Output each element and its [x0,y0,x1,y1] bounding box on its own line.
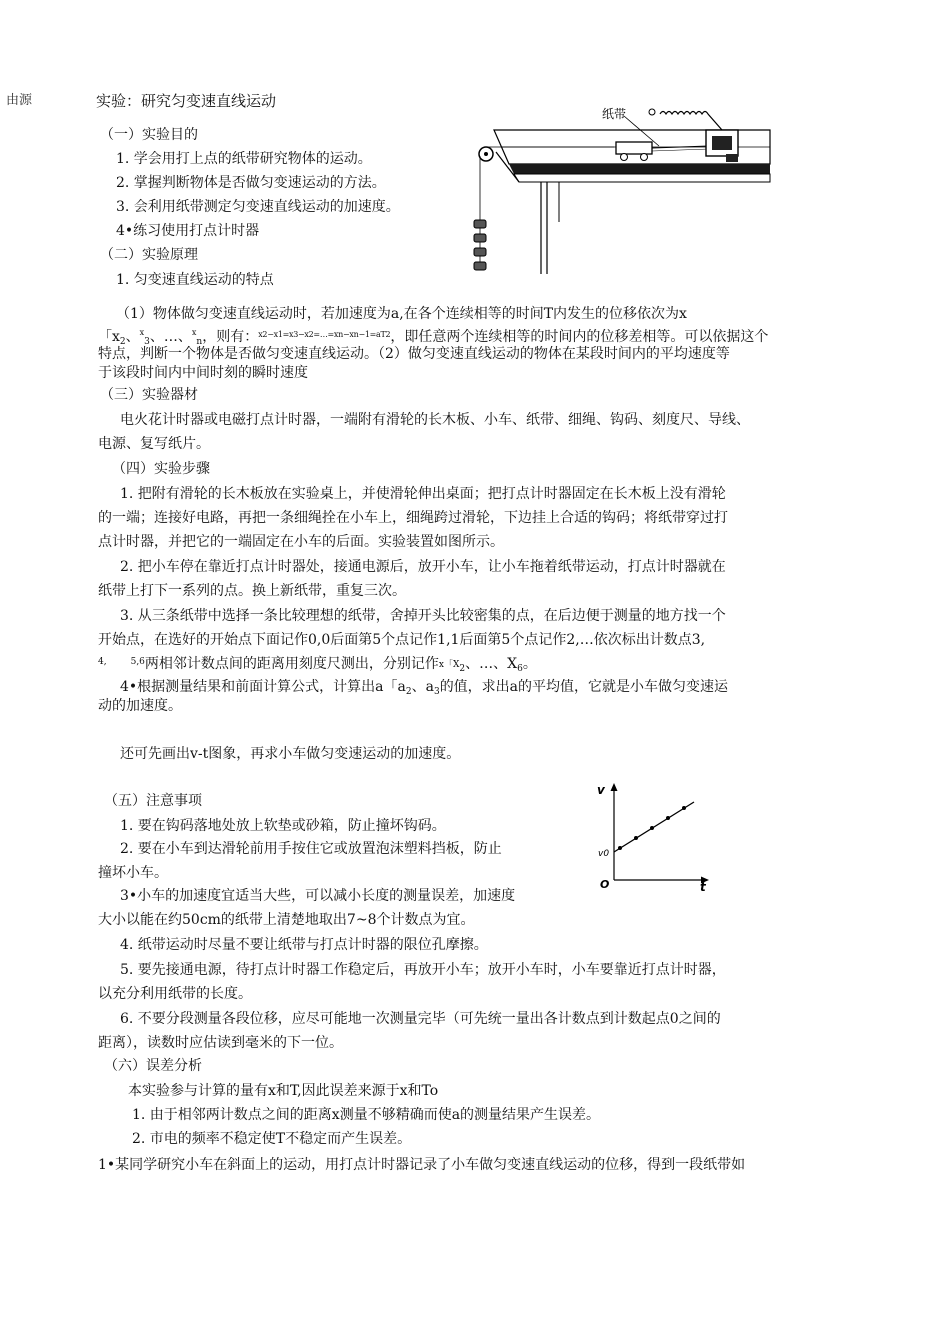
x-axis-label: t [700,880,706,892]
objective-item: 3. 会利用纸带测定匀变速直线运动的加速度。 [116,199,400,215]
note-line: 4. 纸带运动时尽量不要让纸带与打点计时器的限位孔摩擦。 [120,937,488,953]
equipment-line: 电火花计时器或电磁打点计时器，一端附有滑轮的长木板、小车、纸带、细绳、钩码、刻度尺、导线、 [120,412,750,428]
error-item: 1. 由于相邻两计数点之间的距离x测量不够精确而使a的测量结果产生误差。 [132,1107,601,1123]
weight [474,220,486,228]
step-extra: 还可先画出v-t图象，再求小车做匀变速运动的加速度。 [120,746,461,762]
y-axis-label: v [597,783,605,797]
step-line: 纸带上打下一系列的点。换上新纸带，重复三次。 [98,583,406,599]
note-line: 距离），读数时应估读到毫米的下一位。 [98,1035,343,1051]
question-line: 1•某同学研究小车在斜面上的运动，用打点计时器记录了小车做匀变速直线运动的位移，得到一段纸带如 [98,1157,746,1173]
origin-label: O [600,878,610,891]
vt-graph [594,780,712,892]
note-line: 大小以能在约50cm的纸带上清楚地取出7~8个计数点为宜。 [98,912,475,928]
step-line: 1. 把附有滑轮的长木板放在实验桌上，并使滑轮伸出桌面；把打点计时器固定在长木板上没有滑轮 [120,486,726,502]
step-line: 4•根据测量结果和前面计算公式，计算出a「$a_2$、$a_3$的值，求出a的平均值，它就是小车做匀变速运 [120,679,729,697]
section-4-heading: （四）实验步骤 [112,461,210,477]
weight [474,262,486,270]
principle-line: 特点，判断一个物体是否做匀变速直线运动。（2）做匀变速直线运动的物体在某段时间内的平均速度等 [98,346,730,362]
section-1-heading: （一）实验目的 [100,127,198,143]
step-line: 的一端；连接好电路，再把一条细绳拴在小车上，细绳跨过滑轮，下边挂上合适的钩码；将纸带穿过打 [98,510,728,526]
principle-line: 「$x_2$、$^x_3$、…、$^x_n$，则有：$^{x2-x1=x3-x2=\dots=xn-xn-1=aT2}$，即任意两个连续相等的时间内的位移差相等。可以依据这个 [98,328,769,347]
error-item: 2. 市电的频率不稳定使T不稳定而产生误差。 [132,1131,412,1147]
section-2-heading: （二）实验原理 [100,247,198,263]
step-line: 点计时器，并把它的一端固定在小车的后面。实验装置如图所示。 [98,534,504,550]
equipment-line: 电源、复写纸片。 [98,436,210,452]
error-intro: 本实验参与计算的量有x和T,因此误差来源于x和To [128,1083,439,1099]
apparatus-figure [464,102,776,274]
note-line: 1. 要在钩码落地处放上软垫或砂箱，防止撞坏钩码。 [120,818,446,834]
objective-item: 1. 学会用打上点的纸带研究物体的运动。 [116,151,372,167]
objective-item: 4•练习使用打点计时器 [116,223,260,239]
note-line: 以充分利用纸带的长度。 [98,986,252,1002]
section-5-heading: （五）注意事项 [104,793,202,809]
principle-line: （1）物体做匀变速直线运动时，若加速度为a,在各个连续相等的时间T内发生的位移依次为x [116,306,687,322]
power-cord [660,112,722,131]
principle-line: 于该段时间内中间时刻的瞬时速度 [98,365,308,381]
displacement-formula: x2−x1=x3−x2=…=xn−xn−1=aT2 [258,330,391,339]
intercept-label: v0 [598,849,610,859]
note-line: 3•小车的加速度宜适当大些，可以减小长度的测量误差，加速度 [120,888,516,904]
page-title: 实验：研究匀变速直线运动 [96,92,277,110]
vt-line [614,802,694,852]
objective-item: 2. 掌握判断物体是否做匀变速运动的方法。 [116,175,386,191]
step-line: 开始点，在选好的开始点下面记作0,0后面第5个点记作1,1后面第5个点记作2,…依次标出计数点3, [98,632,706,648]
section-3-heading: （三）实验器材 [100,387,198,403]
data-point [618,846,622,850]
tape-label: 纸带 [602,107,627,121]
cart [616,142,652,154]
note-line: 2. 要在小车到达滑轮前用手按住它或放置泡沫塑料挡板，防止 [120,841,502,857]
note-line: 5. 要先接通电源，待打点计时器工作稳定后，再放开小车；放开小车时，小车要靠近打点计时器， [120,962,726,978]
principle-subheading: 1. 匀变速直线运动的特点 [116,272,274,288]
step-line: 动的加速度。 [98,698,182,714]
board-edge [509,164,770,174]
section-6-heading: （六）误差分析 [104,1058,202,1074]
step-line: 2. 把小车停在靠近打点计时器处，接通电源后，放开小车，让小车拖着纸带运动，打点计时器就在 [120,559,726,575]
data-point [650,826,654,830]
step-line: 3. 从三条纸带中选择一条比较理想的纸带，舍掉开头比较密集的点，在后边便于测量的地方找一个 [120,608,726,624]
step-line: $^{4,}$ $^{5,6}$两相邻计数点间的距离用刻度尺测出，分别记作x「$X_2$、…、$X_6$。 [98,656,537,674]
weight [474,234,486,242]
data-point [682,806,686,810]
weight [474,248,486,256]
note-line: 撞坏小车。 [98,865,168,881]
data-point [666,816,670,820]
note-line: 6. 不要分段测量各段位移，应尽可能地一次测量完毕（可先统一量出各计数点到计数起点0之间的 [120,1011,721,1027]
margin-label: 由源 [6,93,33,108]
data-point [634,836,638,840]
